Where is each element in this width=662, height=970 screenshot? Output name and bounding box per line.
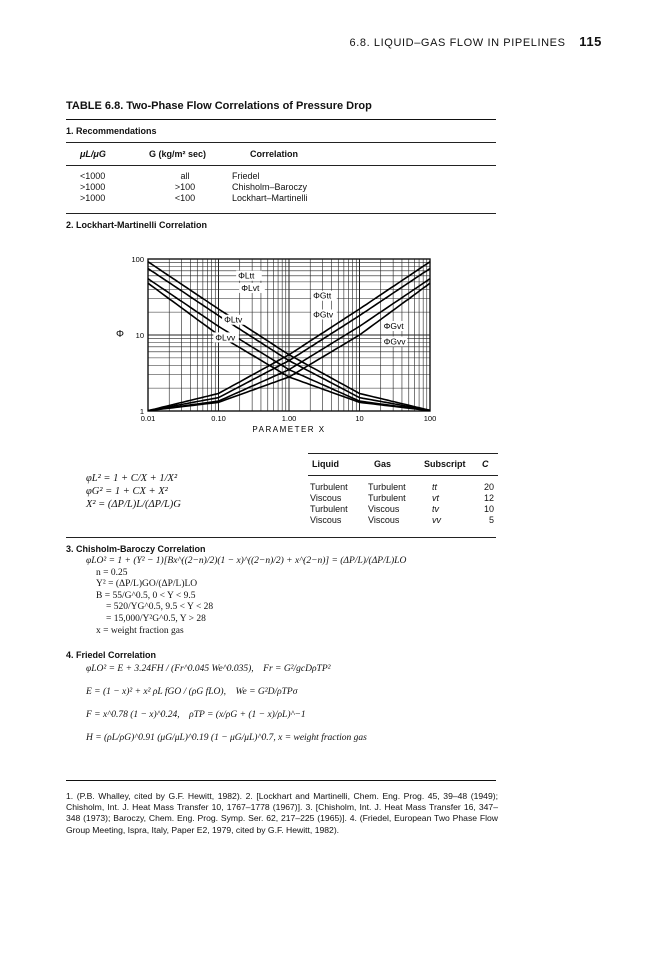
y-tick-label: 10	[135, 331, 144, 340]
c-subscript-column	[432, 482, 441, 526]
c-value-column	[474, 482, 494, 526]
ratio-cell: >1000	[80, 182, 106, 192]
c-cell: Viscous	[310, 515, 342, 525]
c-col-c: C	[482, 459, 489, 469]
correlation-cell: Friedel	[232, 171, 260, 181]
lockhart-martinelli-chart	[86, 245, 466, 445]
c-cell: Viscous	[310, 493, 342, 503]
eq-x2: X² = (ΔP/L)L/(ΔP/L)G	[86, 499, 181, 510]
eq-phi-l: φL² = 1 + C/X + 1/X²	[86, 473, 178, 484]
x-axis-label: PARAMETER X	[252, 425, 326, 434]
chisholm-x: x = weight fraction gas	[96, 625, 184, 636]
friedel-eq2	[86, 686, 367, 699]
friedel-fr-eq: Fr = G²/gcDρTP²	[263, 664, 331, 674]
c-cell: Turbulent	[368, 493, 406, 503]
c-cell: Viscous	[368, 504, 400, 514]
friedel-we-eq: We = G²D/ρTPσ	[235, 687, 298, 697]
c-cell: vt	[432, 493, 440, 503]
c-cell: 10	[483, 504, 494, 514]
c-cell: 20	[483, 482, 494, 492]
running-header	[350, 34, 602, 49]
rule	[66, 213, 496, 214]
chisholm-b2: = 520/YG^0.5, 9.5 < Y < 28	[106, 602, 214, 613]
x-tick-label: 0.01	[140, 414, 156, 423]
friedel-f-eq: F = x^0.78 (1 − x)^0.24,	[86, 710, 180, 720]
c-gas-column	[368, 482, 406, 526]
section2-title: 2. Lockhart-Martinelli Correlation	[66, 220, 208, 230]
section1-title: 1. Recommendations	[66, 126, 157, 136]
c-cell: vv	[432, 515, 441, 525]
eq-phi-g: φG² = 1 + CX + X²	[86, 486, 168, 497]
x-tick-label: 100	[423, 414, 437, 423]
correlation-cell: Chisholm–Baroczy	[232, 182, 308, 192]
correlation-column	[232, 171, 308, 204]
curve-label: ΦLtt	[238, 270, 255, 281]
friedel-equations	[86, 663, 367, 745]
section-heading: 6.8. LIQUID–GAS FLOW IN PIPELINES	[349, 37, 566, 49]
rule-top	[66, 119, 496, 120]
curve-label: ΦGtv	[313, 309, 334, 320]
friedel-eq1	[86, 663, 367, 676]
curve-label: ΦLvt	[241, 282, 260, 293]
chisholm-b3: = 15,000/Y²G^0.5, Y > 28	[106, 613, 206, 624]
c-liquid-column	[310, 482, 348, 526]
c-cell: 12	[483, 493, 494, 503]
y-tick-label: 100	[131, 255, 144, 264]
rule	[308, 453, 498, 454]
section3-title: 3. Chisholm-Baroczy Correlation	[66, 544, 206, 554]
lm-equations	[86, 472, 181, 511]
g-cell: all	[180, 171, 190, 181]
rule	[66, 165, 496, 166]
rule	[308, 475, 498, 476]
c-col-gas: Gas	[374, 459, 392, 469]
rec-row	[80, 171, 105, 204]
x-tick-label: 0.10	[211, 414, 226, 423]
c-cell: tt	[432, 482, 438, 492]
ratio-cell: >1000	[80, 193, 106, 203]
col-correlation-header: Correlation	[250, 149, 299, 159]
col-ratio-header: μL/μG	[80, 149, 106, 159]
rule	[66, 537, 496, 538]
c-col-liquid: Liquid	[312, 459, 339, 469]
chisholm-b1: B = 55/G^0.5, 0 < Y < 9.5	[96, 590, 196, 601]
friedel-e-eq: E = (1 − x)² + x² ρL fGO / (ρG fLO),	[86, 687, 226, 697]
correlation-cell: Lockhart–Martinelli	[232, 193, 308, 203]
references: 1. (P.B. Whalley, cited by G.F. Hewitt, 1982). 2. [Lockhart and Martinelli, Chem. Eng. Prog. 45, 39–48 (1949); Chisholm, Int. J. Heat Mass Transfer 10, 1767–1778 (1967)]. 3. [Chisholm, Int. J. Heat Mass Transfer 16, 347–348 (1973); Baroczy, Chem. Eng. Prog. Symp. Ser. 62, 217–225 (1965)]. 4. (Friedel, European Two Phase Flow Group Meeting, Ispra, Italy, Paper E2, 1979, cited by G.F. Hewitt, 1982).	[66, 791, 498, 835]
curve-label: ΦLvv	[215, 332, 236, 343]
x-tick-label: 1.00	[281, 414, 297, 423]
section4-title: 4. Friedel Correlation	[66, 650, 157, 660]
g-cell: <100	[174, 193, 196, 203]
friedel-eq4: H = (ρL/ρG)^0.91 (μG/μL)^0.19 (1 − μG/μL)^0.7, x = weight fraction gas	[86, 733, 367, 743]
curve-label: ΦLtv	[224, 314, 243, 325]
page-number: 115	[579, 34, 602, 49]
ratio-cell: <1000	[80, 171, 106, 181]
chisholm-main-eq: φLO² = 1 + (Y² − 1)[Bx^((2−n)/2)(1 − x)^((2−n)/2) + x^(2−n)] = (ΔP/L)/(ΔP/L)LO	[86, 556, 407, 566]
y-tick-label: 1	[139, 407, 144, 416]
rule	[66, 142, 496, 143]
c-cell: tv	[432, 504, 440, 514]
g-cell: >100	[174, 182, 196, 192]
curve-label: ΦGtt	[313, 290, 332, 301]
col-g-header: G (kg/m² sec)	[149, 149, 207, 159]
c-cell: Turbulent	[368, 482, 406, 492]
chisholm-y2: Y² = (ΔP/L)GO/(ΔP/L)LO	[96, 579, 198, 590]
curve-label: ΦGvt	[383, 320, 404, 331]
friedel-phi-eq: φLO² = E + 3.24FH / (Fr^0.045 We^0.035),	[86, 664, 254, 674]
c-cell: Turbulent	[310, 504, 348, 514]
chisholm-n: n = 0.25	[96, 567, 128, 578]
table-title: TABLE 6.8. Two-Phase Flow Correlations of Pressure Drop	[66, 100, 372, 112]
rule-bottom	[66, 780, 496, 781]
y-axis-label: Φ	[116, 329, 124, 340]
c-cell: Viscous	[368, 515, 400, 525]
g-column	[160, 171, 210, 204]
friedel-rho-eq: ρTP = (x/ρG + (1 − x)/ρL)^−1	[189, 710, 306, 720]
c-col-subscript: Subscript	[424, 459, 466, 469]
curve-label: ΦGvv	[383, 336, 406, 347]
chisholm-equations	[86, 556, 406, 637]
chart-grid	[148, 259, 430, 411]
c-cell: 5	[488, 515, 494, 525]
x-tick-label: 10	[355, 414, 364, 423]
c-cell: Turbulent	[310, 482, 348, 492]
friedel-eq3	[86, 709, 367, 722]
